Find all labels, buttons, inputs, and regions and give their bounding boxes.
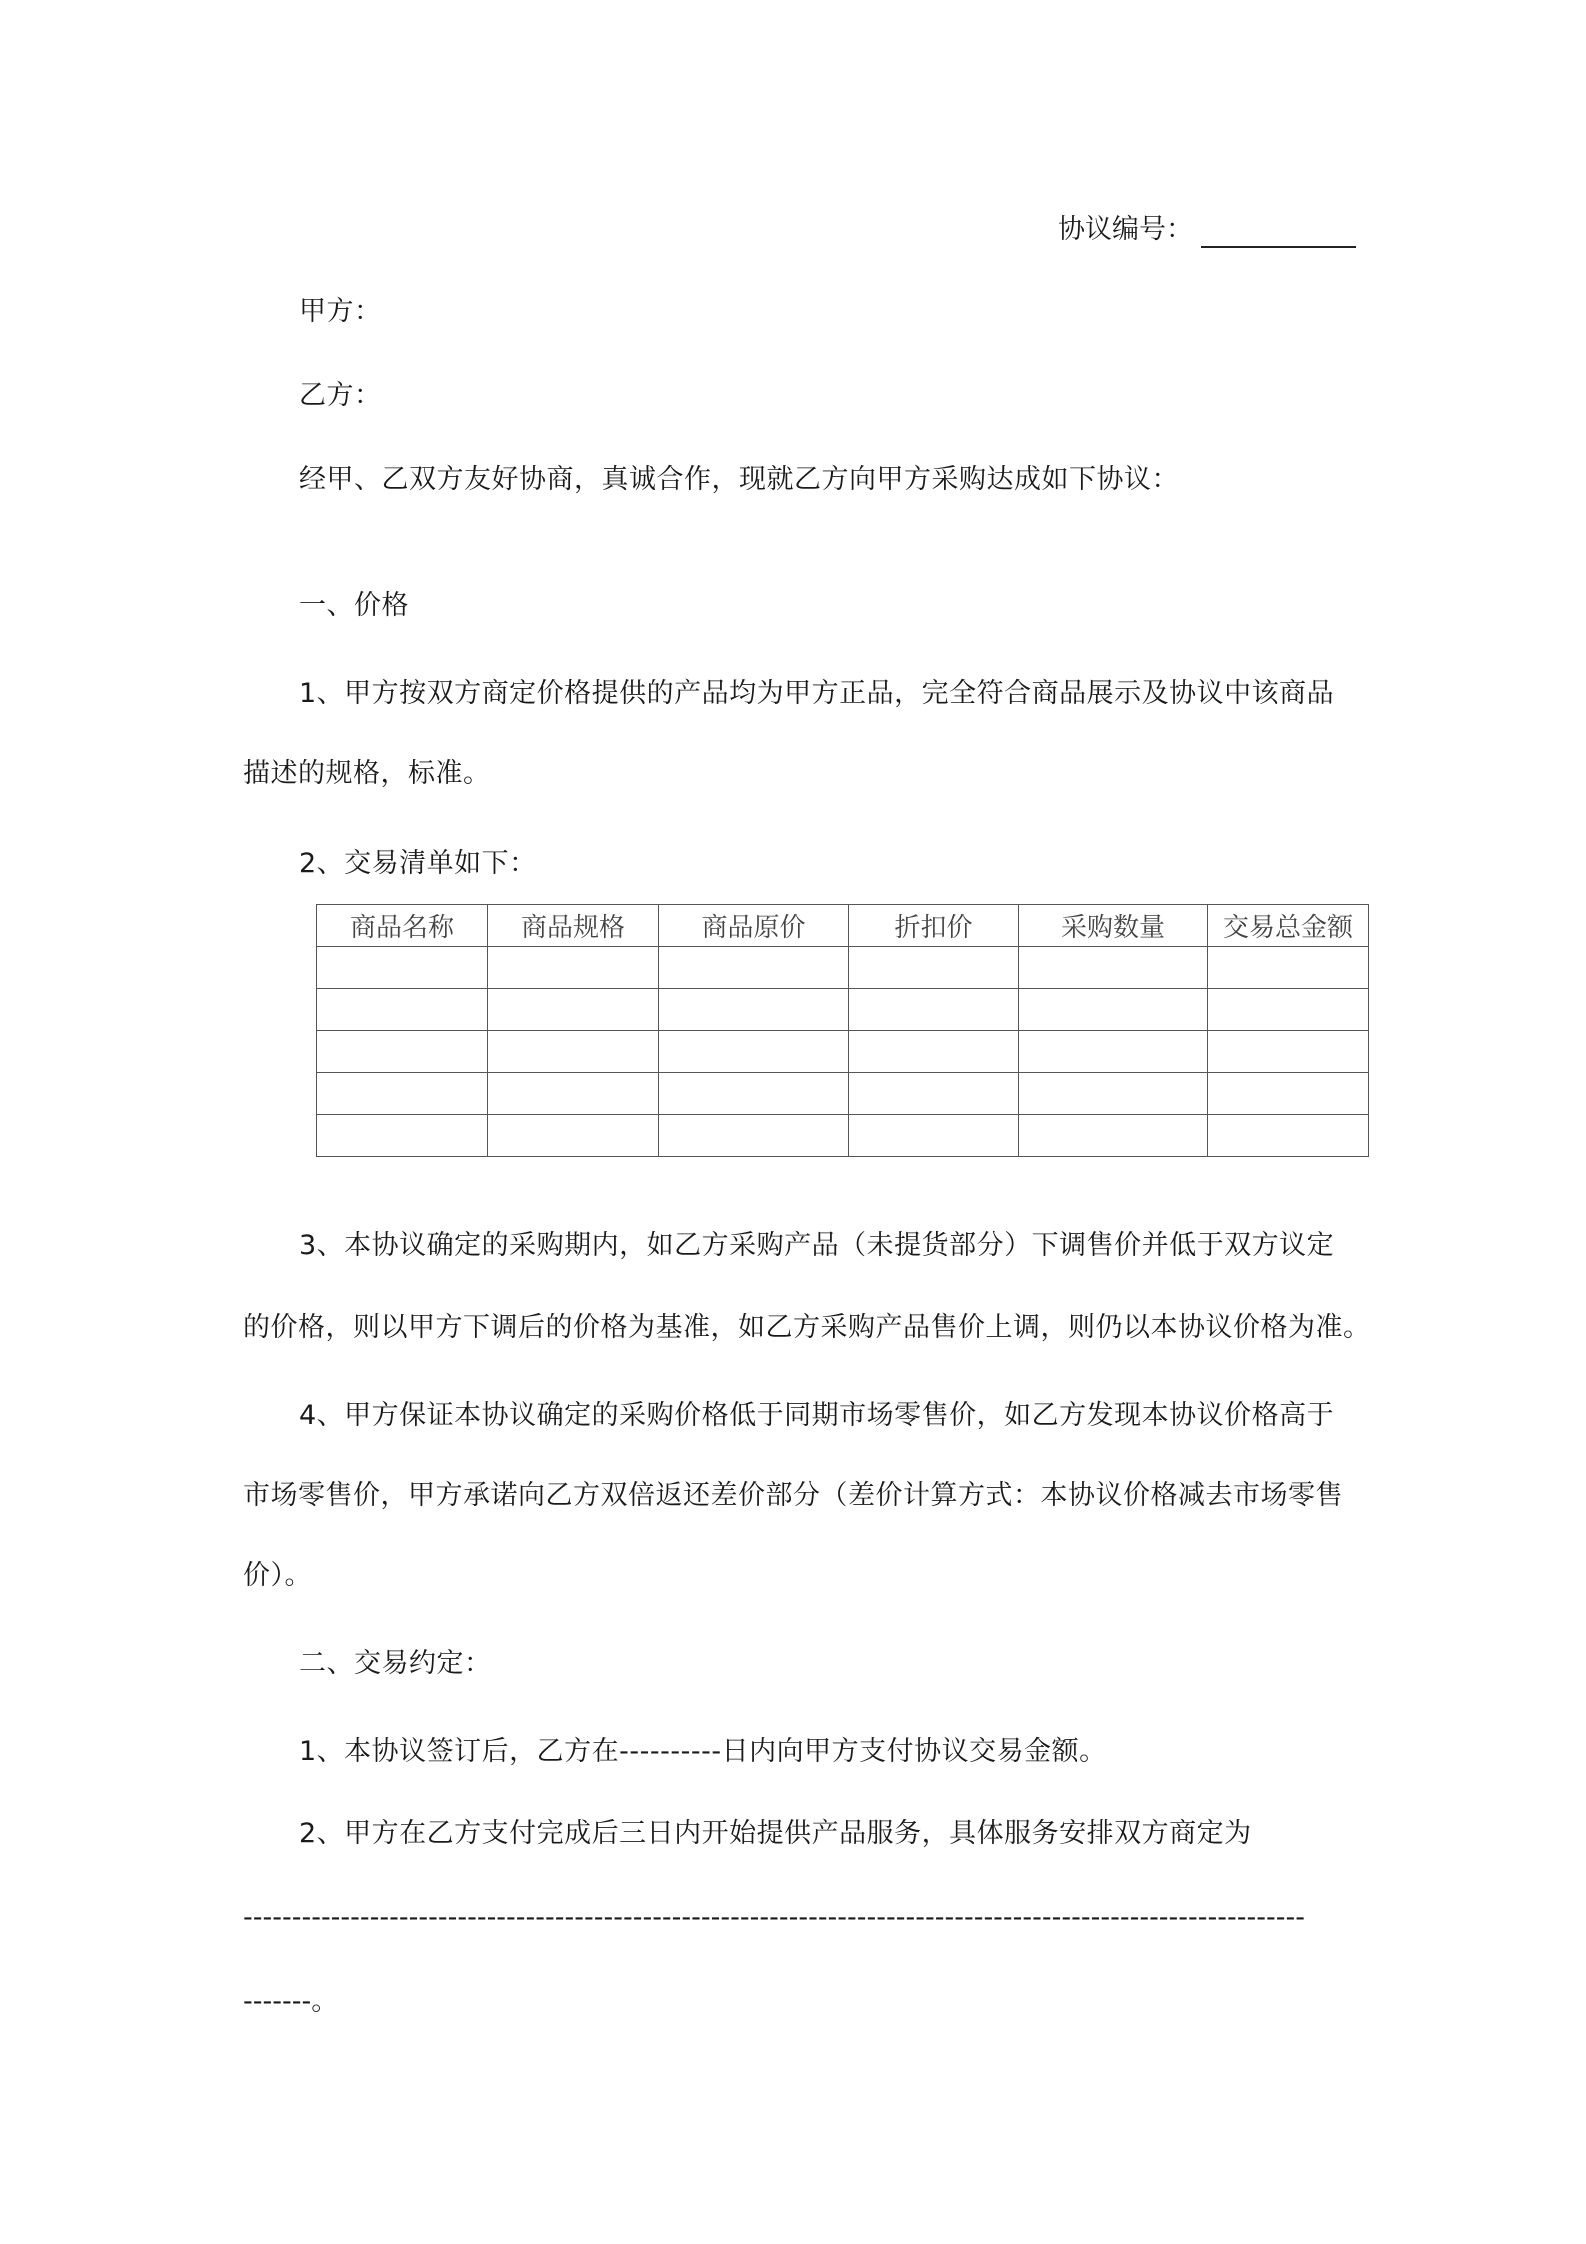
table-cell <box>1208 1073 1369 1115</box>
table-row <box>317 989 1369 1031</box>
table-cell <box>1019 989 1208 1031</box>
clause-2-2-line-1: 2、甲方在乙方支付完成后三日内开始提供产品服务，具体服务安排双方商定为 <box>299 1818 1252 1849</box>
clause-2-1: 1、本协议签订后，乙方在----------日内向甲方支付协议交易金额。 <box>299 1736 1107 1767</box>
table-cell <box>849 989 1019 1031</box>
section-1-title: 一、价格 <box>299 590 409 621</box>
party-a-label: 甲方： <box>299 296 382 327</box>
clause-2-2-end: -------。 <box>243 1986 339 2017</box>
agreement-number-label: 协议编号： <box>1058 214 1193 245</box>
table-cell <box>317 1073 488 1115</box>
table-row <box>317 947 1369 989</box>
table-row <box>317 1031 1369 1073</box>
clause-1-2: 2、交易清单如下： <box>299 848 537 879</box>
agreement-number <box>1058 212 1356 248</box>
table-cell <box>317 947 488 989</box>
intro-paragraph: 经甲、乙双方友好协商，真诚合作，现就乙方向甲方采购达成如下协议： <box>299 464 1179 495</box>
clause-2-2-dash-line: ------------------------------------------------------------------------------------------------------------- <box>243 1902 1305 1933</box>
table-cell <box>849 1031 1019 1073</box>
table-cell <box>1208 1031 1369 1073</box>
clause-1-1-line-2: 描述的规格，标准。 <box>243 758 491 789</box>
clause-1-4-line-2: 市场零售价，甲方承诺向乙方双倍返还差价部分（差价计算方式：本协议价格减去市场零售 <box>243 1480 1343 1511</box>
table-cell <box>659 1031 849 1073</box>
clause-1-4-line-3: 价）。 <box>243 1560 312 1591</box>
party-b-label: 乙方： <box>299 380 382 411</box>
table-row <box>317 1115 1369 1157</box>
table-cell <box>1019 1073 1208 1115</box>
table-cell <box>1019 1115 1208 1157</box>
table-cell <box>849 1115 1019 1157</box>
col-header-product-name: 商品名称 <box>317 905 488 947</box>
table-cell <box>659 947 849 989</box>
table-cell <box>317 989 488 1031</box>
col-header-quantity: 采购数量 <box>1019 905 1208 947</box>
table-cell <box>1208 1115 1369 1157</box>
table-cell <box>488 1115 659 1157</box>
table-cell <box>849 947 1019 989</box>
table-cell <box>1019 1031 1208 1073</box>
table-cell <box>1019 947 1208 989</box>
table-cell <box>317 1115 488 1157</box>
table-cell <box>488 989 659 1031</box>
table-cell <box>1208 989 1369 1031</box>
table-cell <box>317 1031 488 1073</box>
table-cell <box>488 1073 659 1115</box>
clause-1-1-line-1: 1、甲方按双方商定价格提供的产品均为甲方正品，完全符合商品展示及协议中该商品 <box>299 678 1335 709</box>
agreement-number-blank <box>1201 220 1356 248</box>
table-cell <box>488 1031 659 1073</box>
col-header-original-price: 商品原价 <box>659 905 849 947</box>
table-cell <box>659 989 849 1031</box>
table-cell <box>1208 947 1369 989</box>
col-header-total-amount: 交易总金额 <box>1208 905 1369 947</box>
clause-1-3-line-2: 的价格，则以甲方下调后的价格为基准，如乙方采购产品售价上调，则仍以本协议价格为准。 <box>243 1312 1371 1343</box>
col-header-product-spec: 商品规格 <box>488 905 659 947</box>
table-row <box>317 1073 1369 1115</box>
section-2-title: 二、交易约定： <box>299 1648 492 1679</box>
table-cell <box>659 1115 849 1157</box>
table-cell <box>659 1073 849 1115</box>
col-header-discount-price: 折扣价 <box>849 905 1019 947</box>
clause-1-3-line-1: 3、本协议确定的采购期内，如乙方采购产品（未提货部分）下调售价并低于双方议定 <box>299 1230 1335 1261</box>
trade-list-table <box>316 904 1369 1157</box>
table-cell <box>849 1073 1019 1115</box>
clause-1-4-line-1: 4、甲方保证本协议确定的采购价格低于同期市场零售价，如乙方发现本协议价格高于 <box>299 1400 1335 1431</box>
table-header-row <box>317 905 1369 947</box>
table-cell <box>488 947 659 989</box>
